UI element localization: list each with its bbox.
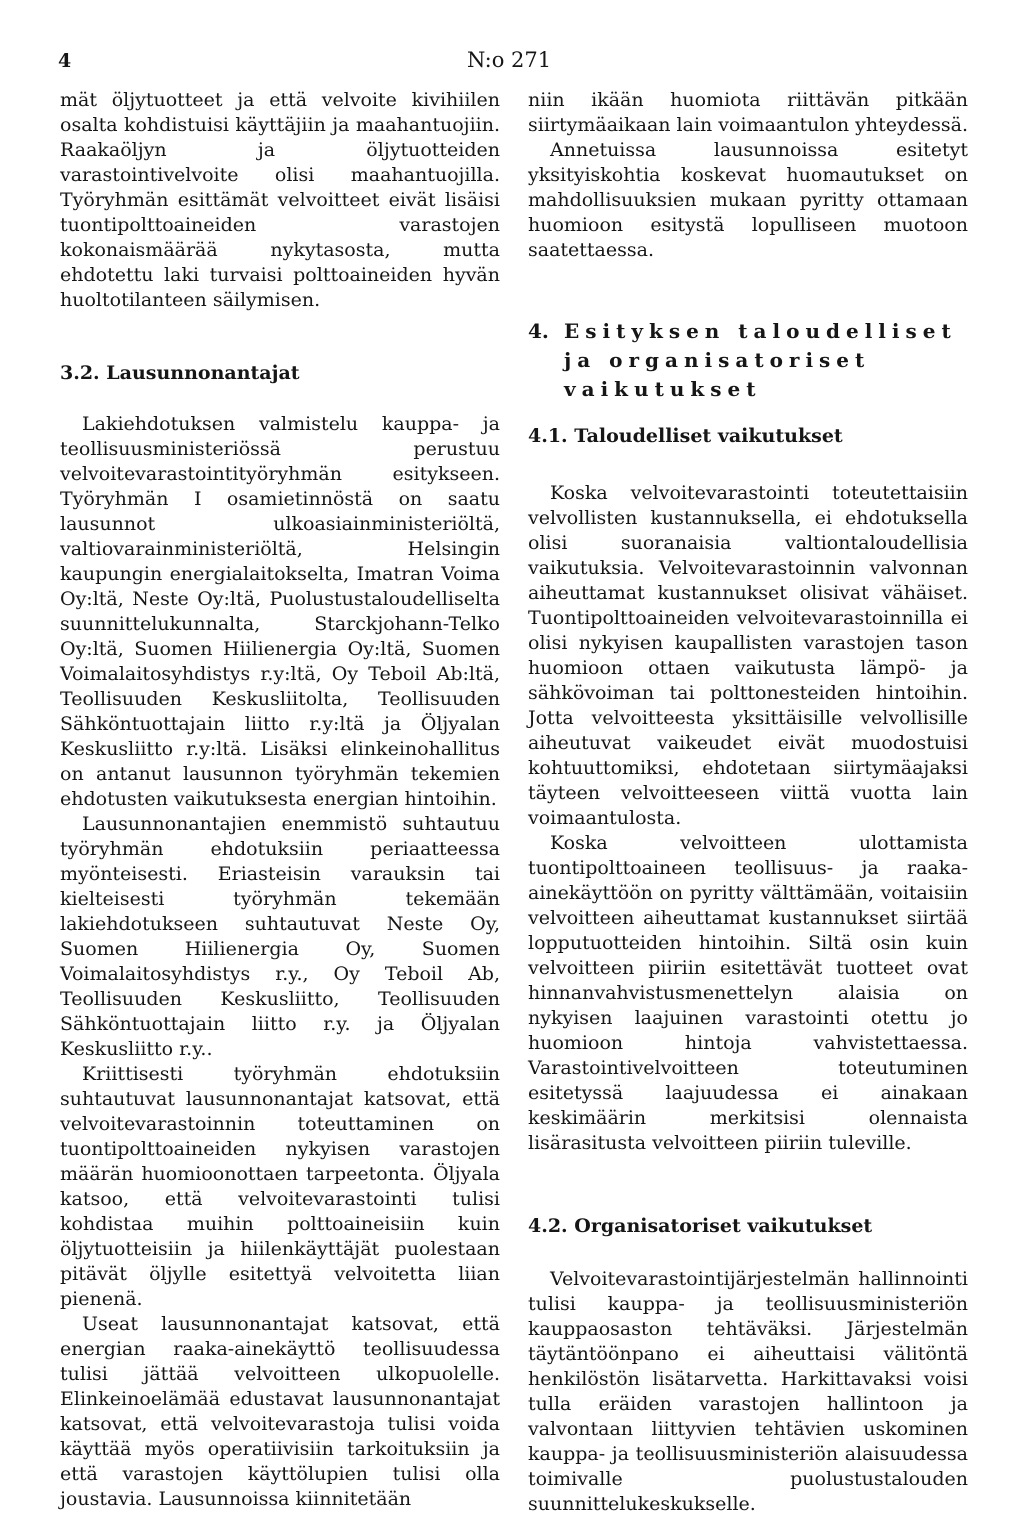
section-heading-organisatoriset: 4.2. Organisatoriset vaikutukset (528, 1215, 873, 1237)
document-number: N:o 271 (467, 48, 552, 72)
continued-paragraph: niin ikään huomiota riittävän pitkään siirtymäaikaan lain voimaantulon yhteydessä. (528, 89, 968, 136)
paragraph: Velvoitevarastointijärjestelmän hallinnointi tulisi kauppa- ja teollisuusministeriön kauppaosaston tehtäväksi. Järjestelmän täytäntöönpano ei aiheuttaisi välitöntä henkilöstön lisätarvetta. Harkittavaksi voisi tulla eräiden varastojen hallintoon ja valvontaan liittyvien tehtävien uskominen kauppa- ja teollisuusministeriön alaisuudessa toimivalle puolustustalouden suunnittelukeskukselle. (528, 1268, 968, 1515)
main-heading-number: 4. (528, 319, 549, 343)
main-heading-vaikutukset (528, 317, 968, 404)
paragraph: Koska velvoitevarastointi toteutettaisiin velvollisten kustannuksella, ei ehdotuksella olisi suoranaisia valtiontaloudellisia vaikutuksia. Velvoitevarastoinnin valvonnan aiheuttamat kustannukset olisivat vähäiset. Tuontipolttoaineiden velvoitevarastoinnilla ei olisi nykyisen kaupallisten varastojen tason huomioon ottaen vaikutusta lämpö- ja sähkövoiman tai polttonesteiden hintoihin. Jotta velvoitteesta yksittäisille velvollisille aiheutuvat vaikeudet eivät muodostuisi kohtuuttomiksi, ehdotetaan siirtymäajaksi täyteen velvoitteeseen viittä vuotta lain voimaantulosta. (528, 482, 968, 829)
section-heading-taloudelliset: 4.1. Taloudelliset vaikutukset (528, 425, 843, 447)
paragraph: Lakiehdotuksen valmistelu kauppa- ja teollisuusministeriössä perustuu velvoitevarastointityöryhmän esitykseen. Työryhmän I osamietinnöstä on saatu lausunnot ulkoasiainministeriöltä, valtiovarainministeriöltä, Helsingin kaupungin energialaitokselta, Imatran Voima Oy:ltä, Neste Oy:ltä, Puolustustaloudelliselta suunnittelukunnalta, Starckjohann-Telko Oy:ltä, Suomen Hiilienergia Oy:ltä, Suomen Voimalaitosyhdistys r.y:ltä, Oy Teboil Ab:ltä, Teollisuuden Keskusliitolta, Teollisuuden Sähköntuottajain liitto r.y:ltä ja Öljyalan Keskusliitto r.y:ltä. Lisäksi elinkeinohallitus on antanut lausunnon työryhmän tekemien ehdotusten vaikutuksesta energian hintoihin. (60, 413, 500, 810)
paragraph: Kriittisesti työryhmän ehdotuksiin suhtautuvat lausunnonantajat katsovat, että velvoitevarastoinnin toteuttaminen on tuontipolttoaineiden nykyisen varastojen määrän huomioonottaen tarpeetonta. Öljyala katsoo, että velvoitevarastointi tulisi kohdistaa muihin polttoaineisiin kuin öljytuotteisiin ja hiilenkäyttäjät puolestaan pitävät öljylle esitettyä velvoitetta liian pienenä. (60, 1063, 500, 1310)
paragraph: Koska velvoitteen ulottamista tuontipolttoaineen teollisuus- ja raaka-ainekäyttöön on pyritty välttämään, voitaisiin velvoitteen aiheuttamat kustannukset siirtää lopputuotteiden hintoihin. Siltä osin kuin velvoitteen piiriin esitettävät tuotteet ovat hinnanvahvistusmenettelyn alaisia on nykyisen laajuinen varastointi otettu jo huomioon hintoja vahvistettaessa. Varastointivelvoitteen toteutuminen esitetyssä laajuudessa ei ainakaan keskimäärin merkitsisi olennaista lisärasitusta velvoitteen piiriin tuleville. (528, 832, 968, 1154)
intro-paragraph: mät öljytuotteet ja että velvoite kivihiilen osalta kohdistuisi käyttäjiin ja maahantuojiin. Raakaöljyn ja öljytuotteiden varastointivelvoite olisi maahantuojilla. Työryhmän esittämät velvoitteet eivät lisäisi tuontipolttoaineiden varastojen kokonaismäärää nykytasosta, mutta ehdotettu laki turvaisi polttoaineiden hyvän huoltotilanteen säilymisen. (60, 89, 500, 311)
paragraph: Lausunnonantajien enemmistö suhtautuu työryhmän ehdotuksiin periaatteessa myönteisesti. Eriasteisin varauksin tai kielteisesti työryhmän tekemään lakiehdotukseen suhtautuvat Neste Oy, Suomen Hiilienergia Oy, Suomen Voimalaitosyhdistys r.y., Oy Teboil Ab, Teollisuuden Keskusliitto, Teollisuuden Sähköntuottajain liitto r.y. ja Öljyalan Keskusliitto r.y.. (60, 813, 500, 1060)
paragraph: Annetuissa lausunnoissa esitetyt yksityiskohtia koskevat huomautukset on mahdollisuuksien mukaan pyritty ottamaan huomioon esitystä lopulliseen muotoon saatettaessa. (528, 139, 968, 261)
right-column (528, 88, 968, 1517)
section-heading-lausunnonantajat: 3.2. Lausunnonantajat (60, 362, 300, 384)
main-heading-text: Esityksen taloudelliset ja organisatoriset vaikutukset (564, 319, 957, 401)
left-column (60, 88, 500, 1512)
paragraph: Useat lausunnonantajat katsovat, että energian raaka-ainekäyttö teollisuudessa tulisi jättää velvoitteen ulkopuolelle. Elinkeinoelämää edustavat lausunnonantajat katsovat, että velvoitevarastoja tulisi voida käyttää myös operatiivisiin tarkoituksiin ja että varastojen käyttölupien tulisi olla joustavia. Lausunnoissa kiinnitetään (60, 1313, 500, 1510)
page-number: 4 (58, 50, 72, 72)
